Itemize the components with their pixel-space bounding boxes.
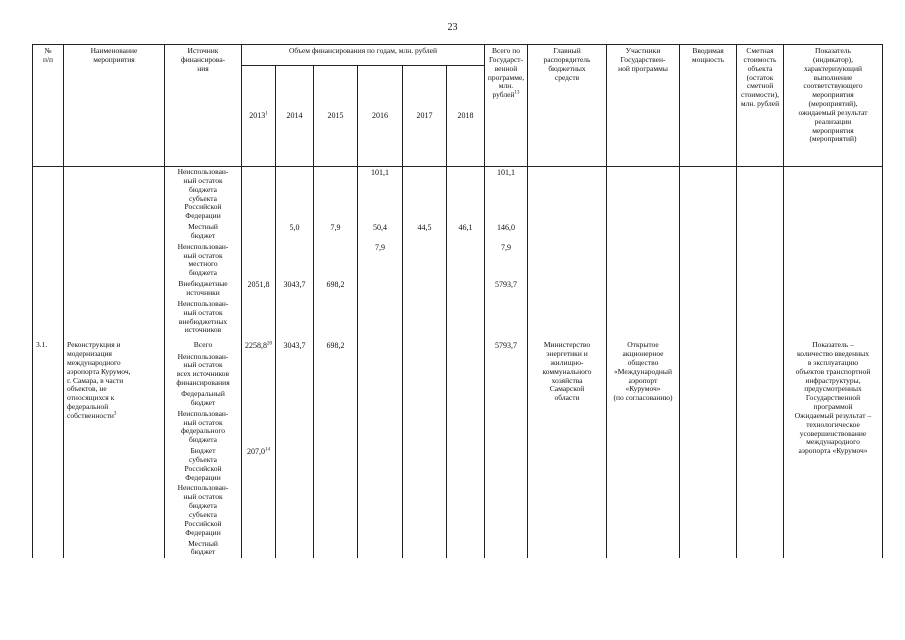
value-2017 (403, 299, 447, 339)
header-number: № п/п (33, 45, 64, 167)
value-2014 (276, 539, 314, 559)
financing-table (32, 44, 883, 558)
table-row (33, 167, 883, 223)
value-2013 (242, 539, 276, 559)
source-cell: Бюджет субъекта Российской Федерации (165, 446, 242, 483)
value-2015 (314, 242, 358, 279)
page-number: 23 (447, 22, 458, 33)
value-total (485, 483, 528, 538)
value-total: 5793,7 (485, 279, 528, 299)
value-total: 146,0 (485, 222, 528, 242)
value-2013 (242, 352, 276, 389)
source-cell: Местный бюджет (165, 539, 242, 559)
value-2015 (314, 167, 358, 223)
value-2014: 3043,7 (276, 279, 314, 299)
value-2014 (276, 242, 314, 279)
value-2015: 698,2 (314, 279, 358, 299)
value-total: 5793,7 (485, 339, 528, 351)
value-2013: 2051,8 (242, 279, 276, 299)
source-cell: Неиспользован- ный остаток бюджета субъекта Российской Федерации (165, 167, 242, 223)
value-total (485, 352, 528, 389)
value-2013 (242, 299, 276, 339)
table-row (33, 242, 883, 279)
header-participants: Участники Государствен- ной программы (607, 45, 680, 167)
item-name: Реконструкция и модернизация международного аэропорта Курумоч, г. Самара, в части объектов, не относящихся к федеральной собственности$^3$ (64, 339, 165, 558)
header-year-2014: 2014 (276, 66, 314, 167)
header-manager: Главный распорядитель бюджетных средств (528, 45, 607, 167)
value-2015 (314, 446, 358, 483)
value-2015 (314, 299, 358, 339)
header-indicator: Показатель (индикатор), характеризующий выполнение соответствующего мероприятия (мероприятий), ожидаемый результат реализации мероприятия (мероприятий) (784, 45, 883, 167)
item-number: 3.1. (33, 339, 64, 558)
value-2015: 698,2 (314, 339, 358, 351)
value-2014 (276, 483, 314, 538)
source-cell: Неиспользован- ный остаток внебюджетных источников (165, 299, 242, 339)
value-2014 (276, 167, 314, 223)
value-2018 (447, 299, 485, 339)
value-2017 (403, 242, 447, 279)
value-2013 (242, 222, 276, 242)
header-year-2016: 2016 (358, 66, 403, 167)
source-cell: Внебюджетные источники (165, 279, 242, 299)
item-indicator: Показатель – количество введенных в эксплуатацию объектов транспортной инфраструктуры, предусмотренных Государственной программой Ожидаемый результат – технологическое усовершенствование международного аэропорта «Курумоч» (784, 339, 883, 558)
value-2015 (314, 409, 358, 446)
value-total (485, 409, 528, 446)
value-2013 (242, 167, 276, 223)
value-total: 7,9 (485, 242, 528, 279)
value-2013: 2258,8$^{20}$ (242, 339, 276, 351)
header-source: Источник финансирова- ния (165, 45, 242, 167)
value-2018: 46,1 (447, 222, 485, 242)
header-year-2015: 2015 (314, 66, 358, 167)
table-row (33, 299, 883, 339)
value-2014 (276, 409, 314, 446)
value-2015 (314, 539, 358, 559)
value-2018 (447, 167, 485, 223)
source-cell: Местный бюджет (165, 222, 242, 242)
source-cell: Федеральный бюджет (165, 389, 242, 409)
header-name: Наименование мероприятия (64, 45, 165, 167)
table-row (33, 222, 883, 242)
value-2018 (447, 242, 485, 279)
value-2017: 44,5 (403, 222, 447, 242)
value-2014 (276, 389, 314, 409)
value-2016: 101,1 (358, 167, 403, 223)
value-2015 (314, 483, 358, 538)
value-total: 101,1 (485, 167, 528, 223)
value-2014 (276, 352, 314, 389)
value-2016 (358, 279, 403, 299)
table-row (33, 279, 883, 299)
value-2013 (242, 389, 276, 409)
item-participants: Открытое акционерное общество «Международный аэропорт «Курумоч» (по согласованию) (607, 339, 680, 558)
value-2016 (358, 299, 403, 339)
value-2015 (314, 389, 358, 409)
item-manager: Министерство энергетики и жилищно- коммунального хозяйства Самарской области (528, 339, 607, 558)
header-year-2017: 2017 (403, 66, 447, 167)
source-cell: Неиспользован- ный остаток федерального бюджета (165, 409, 242, 446)
value-2016: 7,9 (358, 242, 403, 279)
value-2016: 50,4 (358, 222, 403, 242)
table-row (33, 339, 883, 351)
source-cell: Неиспользован- ный остаток местного бюджета (165, 242, 242, 279)
header-cost: Сметная стоимость объекта (остаток сметной стоимости), млн. рублей (737, 45, 784, 167)
value-2013 (242, 483, 276, 538)
value-2017 (403, 279, 447, 299)
header-year-2013: 2013$^1$ (242, 66, 276, 167)
header-volume: Объем финансирования по годам, млн. рублей (242, 45, 485, 66)
value-total (485, 446, 528, 483)
value-2015 (314, 352, 358, 389)
source-cell: Всего (165, 339, 242, 351)
source-cell: Неиспользован- ный остаток бюджета субъекта Российской Федерации (165, 483, 242, 538)
value-total (485, 299, 528, 339)
value-total (485, 389, 528, 409)
value-2018 (447, 279, 485, 299)
value-2013 (242, 242, 276, 279)
value-2014 (276, 446, 314, 483)
value-2014: 3043,7 (276, 339, 314, 351)
source-cell: Неиспользован- ный остаток всех источников финансирования (165, 352, 242, 389)
header-total: Всего по Государст- венной программе, млн. рублей$^{13}$ (485, 45, 528, 167)
value-2013: 207,0$^{14}$ (242, 446, 276, 483)
value-2015: 7,9 (314, 222, 358, 242)
value-2013 (242, 409, 276, 446)
value-2017 (403, 167, 447, 223)
value-2014: 5,0 (276, 222, 314, 242)
value-2014 (276, 299, 314, 339)
value-total (485, 539, 528, 559)
header-capacity: Вводимая мощность (680, 45, 737, 167)
header-year-2018: 2018 (447, 66, 485, 167)
